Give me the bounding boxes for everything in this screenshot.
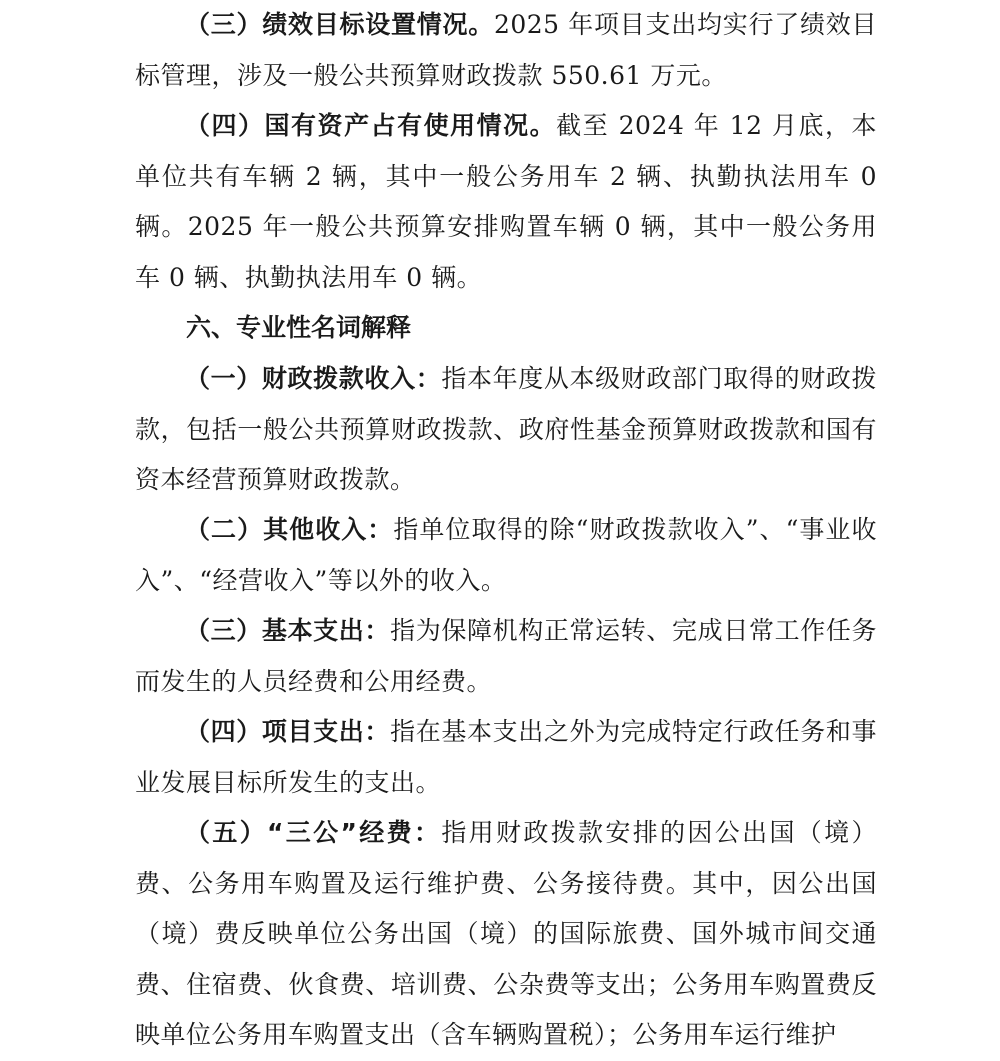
term-label: （三）基本支出：: [185, 616, 391, 645]
paragraph-label: （三）绩效目标设置情况。: [185, 10, 494, 39]
paragraph-performance-targets: [135, 0, 877, 101]
term-definition: 指用财政拨款安排的因公出国（境）费、公务用车购置及运行维护费、公务接待费。其中，因公出国（境）费反映单位公务出国（境）的国际旅费、国外城市间交通费、住宿费、伙食费、培训费、公杂费等支出；公务用车购置费反映单位公务用车购置支出（含车辆购置税）；公务用车运行维护: [135, 818, 877, 1049]
term-definition: 指在基本支出之外为完成特定行政任务和事业发展目标所发生的支出。: [135, 717, 877, 797]
term-three-public-expenses: [135, 808, 877, 1061]
term-definition: 指本年度从本级财政部门取得的财政拨款，包括一般公共预算财政拨款、政府性基金预算财政拨款和国有资本经营预算财政拨款。: [135, 364, 877, 494]
section-heading: 六、专业性名词解释: [186, 313, 412, 342]
term-label: （五）“三公”经费：: [185, 818, 442, 847]
term-label: （一）财政拨款收入：: [185, 364, 442, 393]
term-project-expenditure: [135, 707, 877, 808]
paragraph-text: 截至 2024 年 12 月底，本单位共有车辆 2 辆，其中一般公务用车 2 辆、执勤执法用车 0 辆。2025 年一般公共预算安排购置车辆 0 辆，其中一般公务用车 0 辆、执勤执法用车 0 辆。: [135, 111, 877, 292]
paragraph-text: 2025 年项目支出均实行了绩效目标管理，涉及一般公共预算财政拨款 550.61 万元。: [135, 10, 877, 90]
paragraph-label: （四）国有资产占有使用情况。: [185, 111, 557, 140]
term-other-income: [135, 505, 877, 606]
term-label: （四）项目支出：: [185, 717, 391, 746]
term-basic-expenditure: [135, 606, 877, 707]
paragraph-state-assets: [135, 101, 877, 303]
term-label: （二）其他收入：: [185, 515, 394, 544]
term-definition: 指单位取得的除“财政拨款收入”、“事业收入”、“经营收入”等以外的收入。: [135, 515, 877, 595]
term-fiscal-appropriation-income: [135, 354, 877, 506]
term-definition: 指为保障机构正常运转、完成日常工作任务而发生的人员经费和公用经费。: [135, 616, 877, 696]
